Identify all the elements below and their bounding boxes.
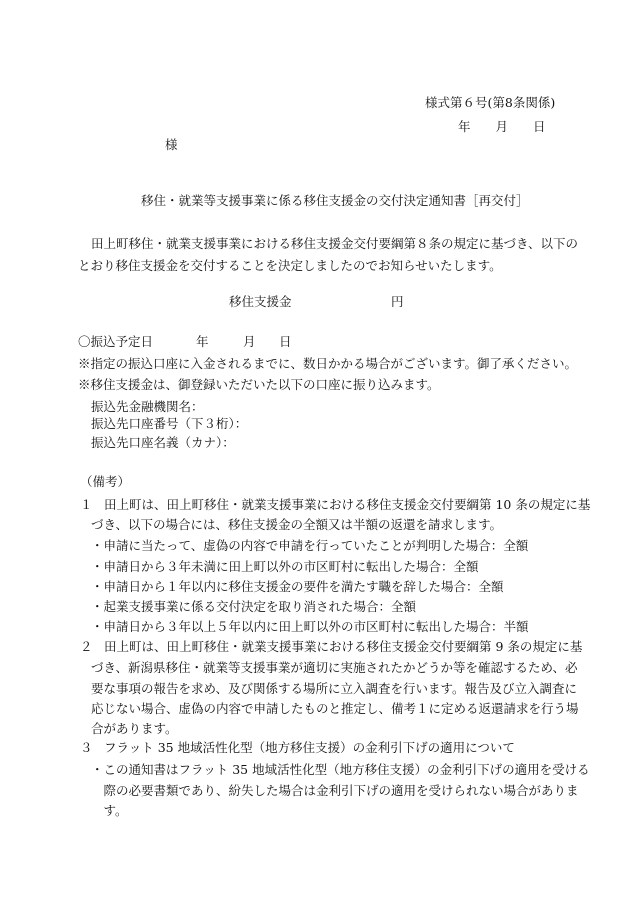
remark-1-line-1: 田上町は、田上町移住・就業支援事業における移住支援金交付要綱第 10 条の規定に基 xyxy=(104,497,591,512)
remarks-heading: （備考） xyxy=(80,474,131,489)
remark-1-number: １ xyxy=(80,497,93,512)
remark-3-bullet-1: ・この通知書はフラット 35 地域活性化型（地方移住支援）の金利引下げの適用を受ける xyxy=(91,762,590,777)
account-bank-name: 振込先金融機関名： xyxy=(91,399,204,414)
account-holder-name: 振込先口座名義（カナ）： xyxy=(91,435,235,450)
transfer-year: 年 xyxy=(196,334,209,349)
remark-3-number: ３ xyxy=(80,740,93,755)
remark-1-bullet-3: ・申請日から１年以内に移住支援金の要件を満たす職を辞した場合：全額 xyxy=(91,579,504,594)
document-title: 移住・就業等支援事業に係る移住支援金の交付決定通知書［再交付］ xyxy=(141,193,529,208)
note-line-2: ※移住支援金は、御登録いただいた以下の口座に振り込みます。 xyxy=(78,377,440,392)
transfer-scheduled-label: 〇振込予定日 xyxy=(78,334,154,349)
remark-2-line-3: 要な事項の報告を求め、及び関係する場所に立入調査を行います。報告及び立入調査に xyxy=(91,681,578,696)
intro-line-1: 田上町移住・就業支援事業における移住支援金交付要綱第８条の規定に基づき、以下の xyxy=(91,236,579,251)
remark-1-bullet-5: ・申請日から３年以上５年以内に田上町以外の市区町村に転出した場合：半額 xyxy=(91,619,529,634)
account-number: 振込先口座番号（下３桁）： xyxy=(91,416,248,431)
intro-line-2: とおり移住支援金を交付することを決定しましたのでお知らせいたします。 xyxy=(78,258,502,273)
note-line-1: ※指定の振込口座に入金されるまでに、数日かかる場合がございます。御了承ください。 xyxy=(78,356,578,371)
remark-1-bullet-1: ・申請に当たって、虚偽の内容で申請を行っていたことが判明した場合：全額 xyxy=(91,538,529,553)
amount-label: 移住支援金 xyxy=(229,294,292,309)
remark-2-line-1: 田上町は、田上町移住・就業支援事業における移住支援金交付要綱第 9 条の規定に基 xyxy=(104,639,583,654)
remark-3-line-1: フラット 35 地域活性化型（地方移住支援）の金利引下げの適用について xyxy=(104,740,515,755)
amount-unit: 円 xyxy=(391,294,404,309)
remark-1-bullet-2: ・申請日から３年未満に田上町以外の市区町村に転出した場合：全額 xyxy=(91,559,479,574)
date-line: 年 月 日 xyxy=(458,119,546,134)
addressee-suffix: 様 xyxy=(165,137,178,152)
transfer-month: 月 xyxy=(243,334,256,349)
form-number: 様式第６号(第8条関係) xyxy=(425,95,556,110)
remark-2-line-4: 応じない場合、虚偽の内容で申請したものと推定し、備考１に定める返還請求を行う場 xyxy=(91,701,579,716)
remark-3-bullet-2: 際の必要書類であり、紛失した場合は金利引下げの適用を受けられない場合がありま xyxy=(91,783,579,798)
remark-1-line-2: づき、以下の場合には、移住支援金の全額又は半額の返還を請求します。 xyxy=(91,517,503,532)
remark-2-line-2: づき、新潟県移住・就業等支援事業が適切に実施されたかどうか等を確認するため、必 xyxy=(91,660,578,675)
remark-2-line-5: 合があります。 xyxy=(91,721,178,736)
remark-2-number: ２ xyxy=(80,639,93,654)
remark-3-bullet-3: す。 xyxy=(91,803,128,818)
transfer-day: 日 xyxy=(279,334,292,349)
remark-1-bullet-4: ・起業支援事業に係る交付決定を取り消された場合：全額 xyxy=(91,599,417,614)
